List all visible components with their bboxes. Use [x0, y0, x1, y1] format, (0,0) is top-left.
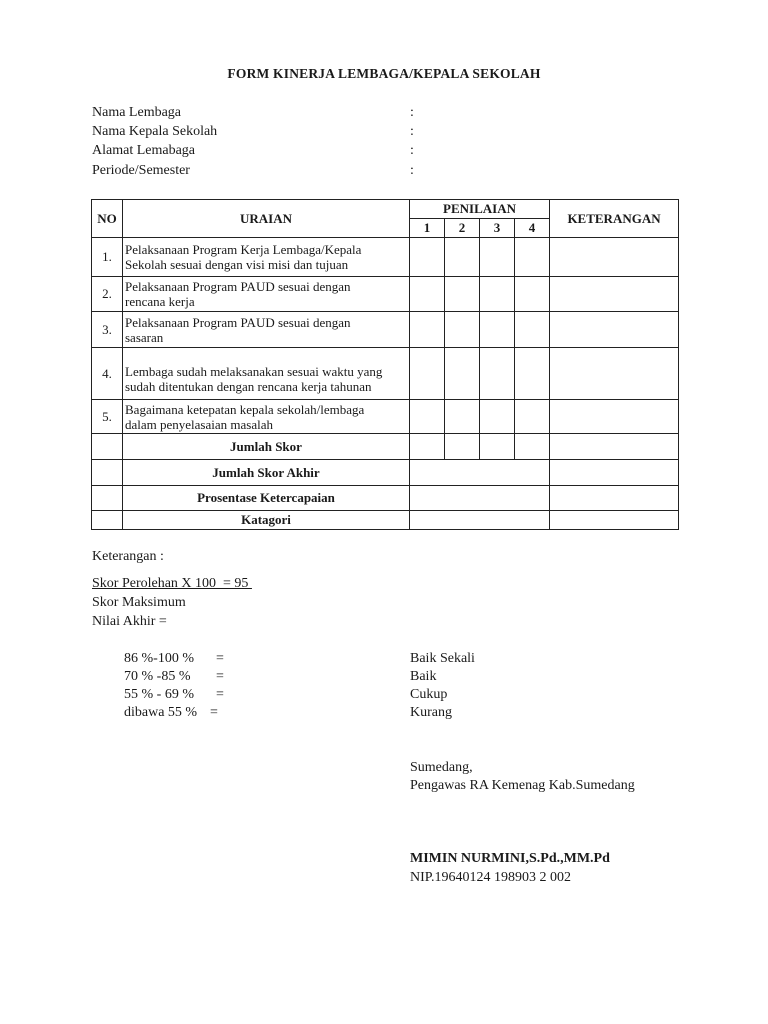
jumlah-skor-cell-2[interactable] [445, 434, 480, 460]
info-sep: : [410, 143, 414, 158]
info-label-nama-kepala-sekolah: Nama Kepala Sekolah [92, 124, 218, 139]
keterangan-cell[interactable] [550, 277, 679, 312]
jumlah-skor-akhir-keterangan[interactable] [550, 460, 679, 486]
grade-range: dibawa 55 % [124, 705, 198, 720]
score-cell-1[interactable] [410, 277, 445, 312]
keterangan-cell[interactable] [550, 312, 679, 348]
row-number: 4. [92, 348, 123, 400]
table-row [92, 277, 679, 312]
jumlah-skor-akhir-row [92, 460, 679, 486]
signature-name: MIMIN NURMINI,S.Pd.,MM.Pd [410, 851, 610, 866]
signature-place: Sumedang, [410, 760, 473, 775]
score-cell-1[interactable] [410, 238, 445, 277]
formula-line: Skor Perolehan X 100 = 95 [92, 576, 252, 591]
grade-equals: = [216, 687, 224, 702]
row-description: Pelaksanaan Program PAUD sesuai dengan sasaran [123, 312, 410, 348]
grade-range: 55 % - 69 % [124, 687, 194, 702]
score-cell-3[interactable] [480, 277, 515, 312]
info-label-nama-lembaga: Nama Lembaga [92, 105, 182, 120]
jumlah-skor-label: Jumlah Skor [123, 434, 410, 460]
jumlah-skor-row [92, 434, 679, 460]
table-row [92, 238, 679, 277]
table-row [92, 312, 679, 348]
score-cell-1[interactable] [410, 400, 445, 434]
header-score-4: 4 [515, 219, 550, 238]
grade-equals: = [216, 669, 224, 684]
keterangan-cell[interactable] [550, 238, 679, 277]
empty-cell [92, 434, 123, 460]
katagori-value[interactable] [410, 511, 550, 530]
jumlah-skor-akhir-value[interactable] [410, 460, 550, 486]
score-cell-4[interactable] [515, 400, 550, 434]
row-number: 5. [92, 400, 123, 434]
empty-cell [92, 460, 123, 486]
header-no: NO [92, 200, 123, 238]
row-description: Pelaksanaan Program Kerja Lembaga/Kepala Sekolah sesuai dengan visi misi dan tujuan [123, 238, 410, 277]
skor-maksimum: Skor Maksimum [92, 595, 186, 610]
assessment-table [91, 199, 679, 530]
score-cell-4[interactable] [515, 348, 550, 400]
grade-range: 70 % -85 % [124, 669, 191, 684]
katagori-label: Katagori [123, 511, 410, 530]
header-score-3: 3 [480, 219, 515, 238]
keterangan-cell[interactable] [550, 400, 679, 434]
prosentase-value[interactable] [410, 486, 550, 511]
score-cell-1[interactable] [410, 312, 445, 348]
grade-label: Baik Sekali [410, 651, 475, 666]
score-cell-2[interactable] [445, 400, 480, 434]
score-cell-4[interactable] [515, 277, 550, 312]
row-description: Lembaga sudah melaksanakan sesuai waktu yang sudah ditentukan dengan rencana kerja tahunan [123, 348, 410, 400]
signature-role: Pengawas RA Kemenag Kab.Sumedang [410, 778, 635, 793]
table-row [92, 348, 679, 400]
grade-equals: = [216, 651, 224, 666]
score-cell-4[interactable] [515, 312, 550, 348]
score-cell-2[interactable] [445, 348, 480, 400]
jumlah-skor-keterangan[interactable] [550, 434, 679, 460]
prosentase-keterangan[interactable] [550, 486, 679, 511]
jumlah-skor-cell-3[interactable] [480, 434, 515, 460]
jumlah-skor-akhir-label: Jumlah Skor Akhir [123, 460, 410, 486]
header-keterangan: KETERANGAN [550, 200, 679, 238]
jumlah-skor-cell-4[interactable] [515, 434, 550, 460]
score-cell-2[interactable] [445, 312, 480, 348]
keterangan-label: Keterangan : [92, 549, 164, 564]
header-penilaian: PENILAIAN [410, 200, 550, 219]
row-number: 3. [92, 312, 123, 348]
empty-cell [92, 486, 123, 511]
grade-label: Cukup [410, 687, 448, 702]
info-sep: : [410, 124, 414, 139]
grade-label: Baik [410, 669, 437, 684]
score-cell-3[interactable] [480, 400, 515, 434]
katagori-keterangan[interactable] [550, 511, 679, 530]
empty-cell [92, 511, 123, 530]
row-description: Pelaksanaan Program PAUD sesuai dengan rencana kerja [123, 277, 410, 312]
score-cell-3[interactable] [480, 348, 515, 400]
score-cell-1[interactable] [410, 348, 445, 400]
info-label-alamat: Alamat Lemabaga [92, 143, 196, 158]
row-number: 2. [92, 277, 123, 312]
row-number: 1. [92, 238, 123, 277]
grade-range: 86 %-100 % [124, 651, 194, 666]
form-title: FORM KINERJA LEMBAGA/KEPALA SEKOLAH [227, 66, 541, 81]
nilai-akhir: Nilai Akhir = [92, 614, 167, 629]
info-label-periode: Periode/Semester [92, 163, 190, 178]
info-sep: : [410, 105, 414, 120]
header-score-2: 2 [445, 219, 480, 238]
score-cell-3[interactable] [480, 238, 515, 277]
info-sep: : [410, 163, 414, 178]
score-cell-2[interactable] [445, 277, 480, 312]
prosentase-row [92, 486, 679, 511]
grade-equals: = [210, 705, 218, 720]
score-cell-4[interactable] [515, 238, 550, 277]
score-cell-3[interactable] [480, 312, 515, 348]
table-row [92, 400, 679, 434]
jumlah-skor-cell-1[interactable] [410, 434, 445, 460]
grade-label: Kurang [410, 705, 452, 720]
keterangan-cell[interactable] [550, 348, 679, 400]
row-description: Bagaimana ketepatan kepala sekolah/lembaga dalam penyelasaian masalah [123, 400, 410, 434]
header-score-1: 1 [410, 219, 445, 238]
header-uraian: URAIAN [123, 200, 410, 238]
prosentase-label: Prosentase Ketercapaian [123, 486, 410, 511]
signature-nip: NIP.19640124 198903 2 002 [410, 870, 572, 885]
katagori-row [92, 511, 679, 530]
score-cell-2[interactable] [445, 238, 480, 277]
